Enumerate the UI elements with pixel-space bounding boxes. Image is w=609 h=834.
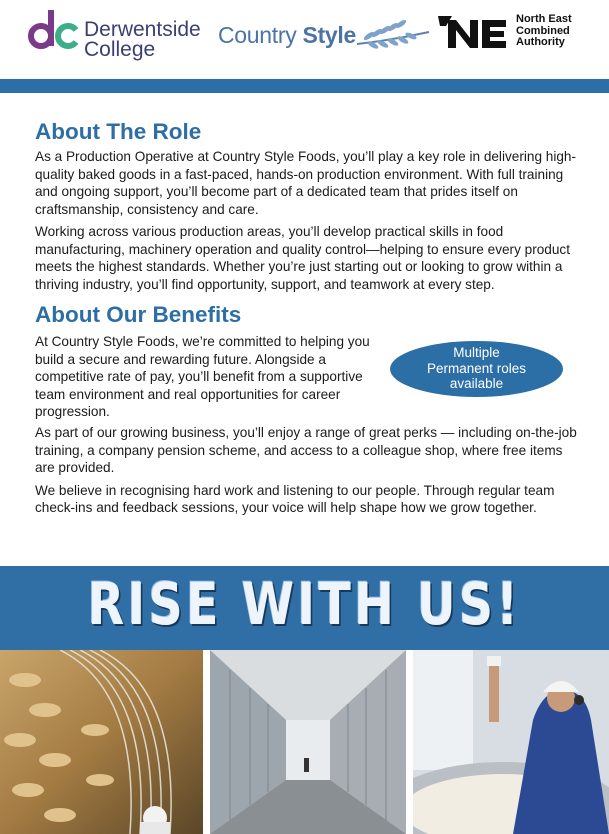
role-paragraph-1: As a Production Operative at Country Style Foods, you’ll play a key role in delivering high-quality baked goods in a fast-paced, hands-on production environment. With full training and ongoing support, you’ll become part of a dedicated team that prides itself on craftsmanship, consistency and care. [35, 149, 577, 217]
badge-line3: available [449, 376, 504, 391]
main-content [35, 118, 580, 517]
derwentside-logo-icon [28, 6, 80, 58]
ne-line1: North East [516, 13, 572, 25]
benefits-paragraph-3: We believe in recognising hard work and listening to our people. Through regular team check-ins and feedback sessions, your voice will help shape how we grow together. [35, 482, 555, 515]
permanent-roles-badge [390, 341, 563, 397]
benefits-paragraph-2: As part of our growing business, you’ll enjoy a range of great perks — including on-the-job training, a company pension scheme, and access to a colleague shop, where free items are provided. [35, 425, 577, 475]
badge-line2: Permanent roles [426, 360, 527, 376]
header [0, 0, 609, 78]
style-word: Style [302, 22, 357, 48]
badge-line1: Multiple [453, 345, 500, 360]
ne-line3: Authority [516, 36, 565, 48]
college-name-line2: College [84, 38, 156, 61]
bakery-spiral-photo [0, 650, 203, 834]
benefits-heading: About Our Benefits [35, 302, 242, 327]
wheat-icon [355, 14, 431, 50]
college-name [84, 20, 201, 60]
ne-authority-name [516, 14, 572, 49]
ne-authority-logo-icon [438, 14, 508, 50]
role-heading: About The Role [35, 119, 202, 144]
country-style-logo [218, 22, 356, 49]
photo-strip [0, 650, 609, 834]
worker-mixer-photo [413, 650, 609, 834]
role-paragraph-2: Working across various production areas, you’ll develop practical skills in food manufacturing, machinery operation and quality control—helping to ensure every product meets the highest standards. Whether you’re just starting out or looking to grow within a thriving industry, you’ll find opportunity, support, and teamwork at every step. [35, 224, 570, 292]
benefits-intro-row [35, 329, 580, 420]
benefits-paragraph-1: At Country Style Foods, we’re committed to helping you build a secure and rewarding future. Alongside a competitive rate of pay, you’ll benefit from a supportive team environment and real opportunities for career progression. [35, 334, 370, 419]
factory-corridor-photo [210, 650, 406, 834]
country-word: Country [218, 22, 297, 48]
rise-banner [0, 566, 609, 650]
top-divider-bar [0, 79, 609, 93]
college-name-line1: Derwentside [84, 18, 201, 41]
banner-title: RISE WITH US! [87, 570, 522, 638]
ne-line2: Combined [516, 24, 570, 37]
